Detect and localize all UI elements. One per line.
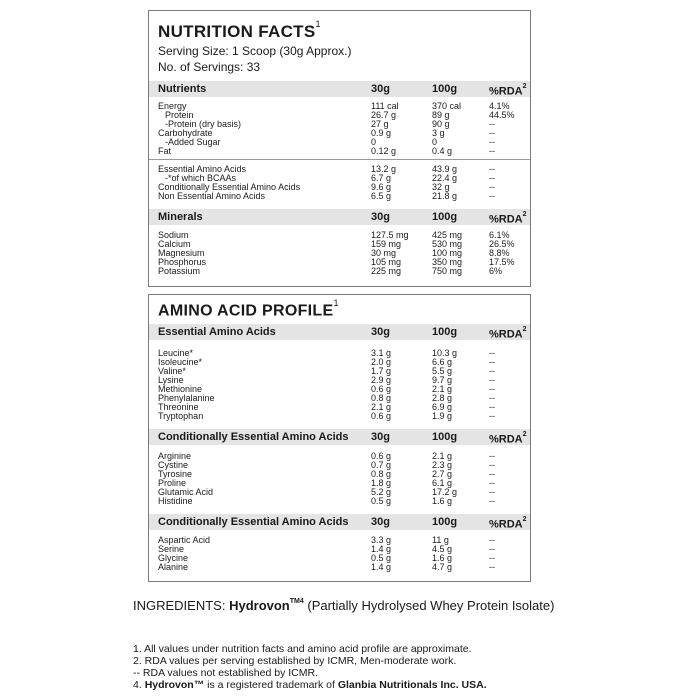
value-100g: 17.2 g [432,487,458,497]
row-name: Leucine* [158,348,194,358]
value-30g: 225 mg [371,266,402,276]
value-100g: 2.3 g [432,460,453,470]
value-30g: 159 mg [371,239,402,249]
value-30g: 9.6 g [371,182,392,192]
value-30g: 6.5 g [371,191,392,201]
row-name: Magnesium [158,248,205,258]
footnote-4: 4. Hydrovon™ is a registered trademark of Glanbia Nutritionals Inc. USA. [133,679,487,691]
row-name: Sodium [158,230,189,240]
value-30g: 5.2 g [371,487,392,497]
value-100g: 0.4 g [432,146,453,156]
value-rda: 44.5% [489,110,515,120]
amino-acid-profile-title: AMINO ACID PROFILE$^1$ [158,298,339,320]
value-30g: 0 [371,137,377,147]
value-100g: 10.3 g [432,348,458,358]
value-100g: 750 mg [432,266,463,276]
value-30g: 0.9 g [371,128,392,138]
value-100g: 2.8 g [432,393,453,403]
value-30g: 3.1 g [371,348,392,358]
row-name: -Protein (dry basis) [165,119,242,129]
value-rda: 4.1% [489,101,510,111]
table-row [149,497,530,506]
nutrients-group2 [149,165,530,201]
value-100g: 6.9 g [432,402,453,412]
value-100g: 0 [432,137,438,147]
value-rda: -- [489,553,495,563]
row-name: Proline [158,478,187,488]
value-30g: 0.7 g [371,460,392,470]
conditional-amino-header: Conditionally Essential Amino Acids 30g 100g %RDA$^2$ [149,429,530,445]
value-30g: 3.3 g [371,535,392,545]
value-rda: -- [489,478,495,488]
table-row [149,452,530,461]
row-name: Cystine [158,460,189,470]
table-row [149,554,530,563]
value-rda: 6.1% [489,230,510,240]
value-30g: 1.4 g [371,562,392,572]
nutrients-group1 [149,102,530,156]
value-rda: -- [489,164,495,174]
row-name: Non Essential Amino Acids [158,191,266,201]
value-30g: 0.8 g [371,393,392,403]
value-rda: -- [489,544,495,554]
value-rda: -- [489,191,495,201]
value-rda: 6% [489,266,503,276]
table-row [149,394,530,403]
value-30g: 0.12 g [371,146,397,156]
row-name: Calcium [158,239,191,249]
value-rda: 17.5% [489,257,515,267]
table-row [149,461,530,470]
value-100g: 22.4 g [432,173,458,183]
value-rda: -- [489,384,495,394]
value-rda: -- [489,562,495,572]
value-100g: 425 mg [432,230,463,240]
table-row [149,358,530,367]
table-row [149,138,530,147]
value-rda: -- [489,469,495,479]
footnote-1: 1. All values under nutrition facts and amino acid profile are approximate. [133,643,472,655]
row-name: Essential Amino Acids [158,164,247,174]
value-rda: -- [489,137,495,147]
table-row [149,367,530,376]
nutrition-facts-title: NUTRITION FACTS$^1$ [158,19,321,41]
value-30g: 1.7 g [371,366,392,376]
value-100g: 11 g [432,535,449,545]
value-30g: 0.8 g [371,469,392,479]
row-name: Histidine [158,496,193,506]
value-100g: 2.7 g [432,469,453,479]
table-row [149,102,530,111]
value-30g: 0.6 g [371,384,392,394]
value-100g: 1.9 g [432,411,453,421]
value-100g: 6.1 g [432,478,453,488]
value-30g: 26.7 g [371,110,397,120]
value-rda: -- [489,119,495,129]
row-name: Aspartic Acid [158,535,211,545]
row-name: Threonine [158,402,199,412]
value-100g: 370 cal [432,101,462,111]
value-30g: 2.0 g [371,357,392,367]
table-row [149,536,530,545]
value-100g: 1.6 g [432,496,453,506]
servings-count: No. of Servings: 33 [158,60,261,74]
row-name: -Added Sugar [165,137,221,147]
value-rda: -- [489,460,495,470]
table-row [149,488,530,497]
value-100g: 100 mg [432,248,463,258]
row-name: -*of which BCAAs [165,173,237,183]
row-name: Potassium [158,266,201,276]
nutrients-header: Nutrients 30g 100g %RDA$^2$ [149,81,530,97]
value-100g: 4.7 g [432,562,453,572]
value-30g: 127.5 mg [371,230,409,240]
table-row [149,231,530,240]
value-30g: 30 mg [371,248,397,258]
row-name: Tyrosine [158,469,193,479]
row-name: Glutamic Acid [158,487,214,497]
value-rda: -- [489,128,495,138]
table-row [149,403,530,412]
value-rda: -- [489,411,495,421]
value-100g: 2.1 g [432,451,453,461]
ingredients-label: INGREDIENTS: [133,598,230,613]
essential-amino-rows [149,349,530,421]
essential-amino-header: Essential Amino Acids 30g 100g %RDA$^2$ [149,324,530,340]
value-30g: 2.9 g [371,375,392,385]
value-30g: 0.5 g [371,553,392,563]
row-name: Serine [158,544,185,554]
value-30g: 111 cal [371,101,399,111]
value-100g: 530 mg [432,239,463,249]
value-100g: 5.5 g [432,366,453,376]
value-30g: 1.8 g [371,478,392,488]
value-100g: 1.6 g [432,553,453,563]
value-30g: 0.6 g [371,411,392,421]
row-name: Fat [158,146,172,156]
value-rda: -- [489,375,495,385]
value-100g: 350 mg [432,257,463,267]
row-name: Methionine [158,384,203,394]
conditional-amino-rows [149,452,530,506]
value-rda: -- [489,402,495,412]
value-rda: -- [489,348,495,358]
table-row [149,470,530,479]
value-30g: 0.6 g [371,451,392,461]
value-100g: 89 g [432,110,450,120]
ingredients-brand: Hydrovon [229,598,290,613]
value-30g: 13.2 g [371,164,397,174]
row-name: Glycine [158,553,189,563]
table-row [149,258,530,267]
row-name: Carbohydrate [158,128,213,138]
conditional-amino-rows-2 [149,536,530,572]
value-rda: -- [489,496,495,506]
value-rda: -- [489,487,495,497]
ingredients-line [133,598,554,613]
value-30g: 0.5 g [371,496,392,506]
value-30g: 1.4 g [371,544,392,554]
row-name: Phosphorus [158,257,207,267]
row-name: Alanine [158,562,189,572]
value-rda: 26.5% [489,239,515,249]
table-row [149,267,530,276]
value-100g: 2.1 g [432,384,453,394]
row-name: Valine* [158,366,186,376]
value-rda: -- [489,357,495,367]
value-100g: 4.5 g [432,544,453,554]
ingredients-brand-sup: TM4 [289,597,304,605]
minerals-header: Minerals 30g 100g %RDA$^2$ [149,209,530,225]
value-rda: -- [489,366,495,376]
row-name: Arginine [158,451,192,461]
nutrition-facts-panel [148,10,531,287]
row-name: Conditionally Essential Amino Acids [158,182,301,192]
table-row [149,563,530,572]
table-row [149,349,530,358]
value-100g: 9.7 g [432,375,453,385]
value-30g: 2.1 g [371,402,392,412]
value-rda: -- [489,535,495,545]
conditional-amino-header-2: Conditionally Essential Amino Acids 30g 100g %RDA$^2$ [149,514,530,530]
table-row [149,412,530,421]
divider [149,159,530,160]
table-row [149,147,530,156]
row-name: Tryptophan [158,411,204,421]
value-30g: 27 g [371,119,389,129]
value-30g: 105 mg [371,257,402,267]
table-row [149,249,530,258]
value-rda: -- [489,182,495,192]
minerals-rows [149,231,530,276]
value-100g: 3 g [432,128,445,138]
footnote-3: -- RDA values not established by ICMR. [133,667,318,679]
value-30g: 6.7 g [371,173,392,183]
value-100g: 21.8 g [432,191,458,201]
footnotes [133,643,487,691]
table-row [149,545,530,554]
row-name: Energy [158,101,187,111]
serving-size: Serving Size: 1 Scoop (30g Approx.) [158,44,352,58]
table-row [149,376,530,385]
row-name: Phenylalanine [158,393,215,403]
ingredients-description: (Partially Hydrolysed Whey Protein Isolate) [303,598,555,613]
row-name: Protein [165,110,194,120]
value-rda: -- [489,393,495,403]
value-100g: 43.9 g [432,164,458,174]
value-100g: 32 g [432,182,450,192]
row-name: Lysine [158,375,184,385]
value-rda: -- [489,173,495,183]
value-rda: -- [489,146,495,156]
table-row [149,240,530,249]
row-name: Isoleucine* [158,357,203,367]
value-100g: 90 g [432,119,450,129]
footnote-2: 2. RDA values per serving established by ICMR, Men-moderate work. [133,655,457,667]
value-100g: 6.6 g [432,357,453,367]
table-row [149,192,530,201]
value-rda: 8.8% [489,248,510,258]
amino-acid-profile-panel [148,294,531,582]
value-rda: -- [489,451,495,461]
